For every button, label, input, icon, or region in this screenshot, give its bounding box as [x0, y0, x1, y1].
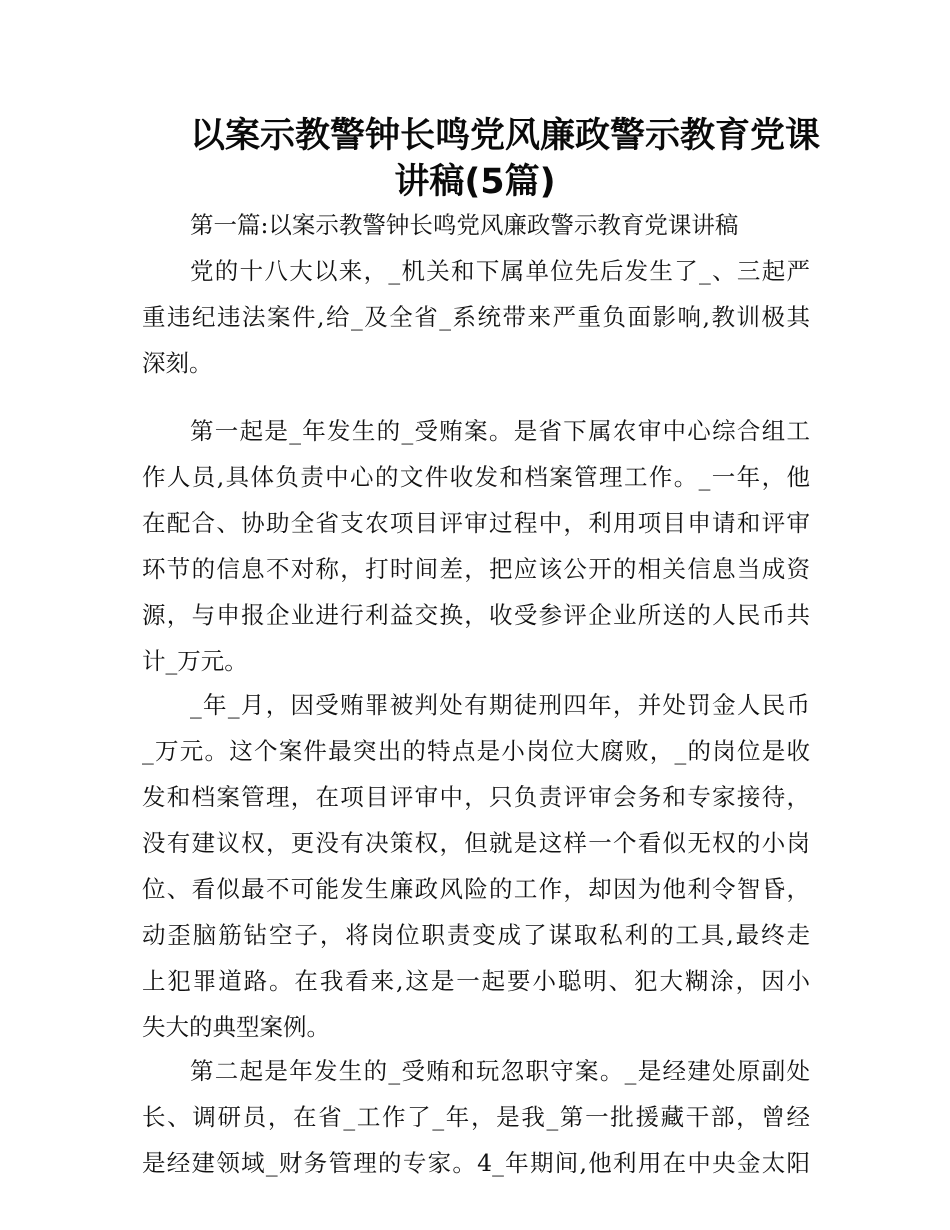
paragraph-line: 深刻。	[142, 349, 213, 377]
paragraph-line: 上犯罪道路。在我看来,这是一起要小聪明、犯大糊涂，因小	[142, 967, 810, 995]
paragraph-line: 源，与申报企业进行利益交换，收受参评企业所送的人民币共	[142, 601, 810, 629]
paragraph-line: 长、调研员，在省_工作了_年，是我_第一批援藏干部，曾经	[142, 1103, 810, 1131]
paragraph-line: 第二起是年发生的_受贿和玩忽职守案。_是经建处原副处	[190, 1057, 810, 1085]
document-title-line-2: 讲稿(5篇)	[394, 162, 556, 202]
paragraph-line: 发和档案管理，在项目评审中，只负责评审会务和专家接待，	[142, 783, 810, 811]
paragraph-line: 第一起是_年发生的_受贿案。是省下属农审中心综合组工	[190, 417, 810, 445]
document-subtitle: 第一篇:以案示教警钟长鸣党风廉政警示教育党课讲稿	[190, 211, 739, 239]
paragraph-line: 在配合、协助全省支农项目评审过程中，利用项目申请和评审	[142, 509, 810, 537]
paragraph-line: 位、看似最不可能发生廉政风险的工作，却因为他利令智昏，	[142, 875, 810, 903]
paragraph-line: 没有建议权，更没有决策权，但就是这样一个看似无权的小岗	[142, 829, 810, 857]
paragraph-line: _万元。这个案件最突出的特点是小岗位大腐败，_的岗位是收	[142, 737, 810, 765]
paragraph-line: 动歪脑筋钻空子，将岗位职责变成了谋取私利的工具,最终走	[142, 921, 810, 949]
paragraph-line: 党的十八大以来，_机关和下属单位先后发生了_、三起严	[190, 257, 810, 285]
paragraph-line: _年_月，因受贿罪被判处有期徒刑四年，并处罚金人民币	[190, 691, 810, 719]
paragraph-line: 环节的信息不对称，打时间差，把应该公开的相关信息当成资	[142, 555, 810, 583]
paragraph-line: 失大的典型案例。	[142, 1013, 330, 1041]
paragraph-line: 是经建领域_财务管理的专家。4_年期间,他利用在中央金太阳	[142, 1149, 810, 1177]
paragraph-line: 计_万元。	[142, 647, 248, 675]
paragraph-line: 作人员,具体负责中心的文件收发和档案管理工作。_一年，他	[142, 463, 810, 491]
document-title-line-1: 以案示教警钟长鸣党风廉政警示教育党课	[189, 116, 820, 156]
paragraph-line: 重违纪违法案件,给_及全省_系统带来严重负面影响,教训极其	[142, 303, 810, 331]
